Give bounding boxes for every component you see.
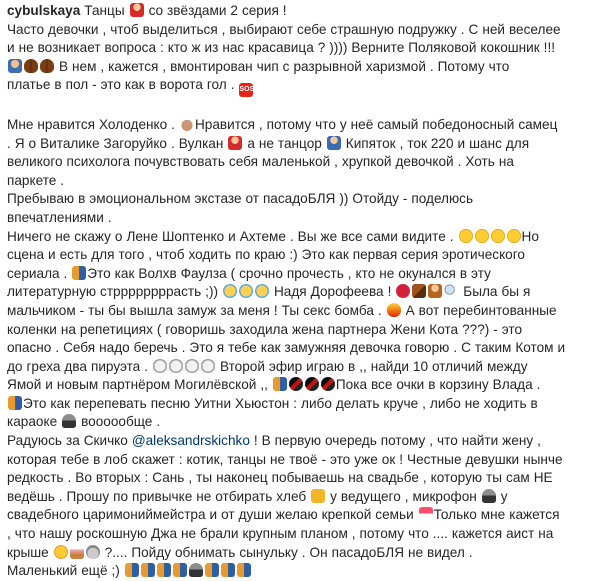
caption-text: ?.... Пойду обнимать сынульку . Он пасадоБЛЯ не видел .	[100, 544, 473, 560]
laughing-face-icon	[507, 229, 521, 243]
caption-line	[7, 358, 590, 377]
caption-text: а не танцор	[243, 135, 326, 151]
caption-line: паркете .	[7, 172, 65, 188]
crying-laughing-icon	[239, 284, 253, 298]
dancer-icon	[428, 284, 442, 298]
caption-line	[7, 488, 590, 507]
caption-text: Это как Волхв Фаулза ( срочно прочесть , кто не окунался в эту	[87, 265, 491, 281]
couple-icon	[205, 563, 219, 577]
pepper-icon	[289, 377, 303, 391]
crying-laughing-icon	[255, 284, 269, 298]
girl-icon	[8, 59, 22, 73]
guitar-icon	[412, 284, 426, 298]
caption-line	[7, 135, 590, 154]
caption-text: Была бы я	[459, 284, 531, 300]
caption-line	[7, 544, 590, 563]
caption-text: Маленький ещё ;)	[7, 563, 124, 579]
caption-text: Мне нравится Холоденко .	[7, 116, 179, 132]
caption-text: Танцы	[80, 3, 129, 18]
thumbs-up-icon	[180, 117, 194, 131]
laughing-face-icon	[459, 229, 473, 243]
laughing-face-icon	[491, 229, 505, 243]
caption-line: которая тебе в лоб скажет : котик, танцы не твоё - это уже ок ! Честные девушки нынче	[7, 451, 563, 467]
caption-line	[7, 2, 590, 21]
lips-icon	[396, 284, 410, 298]
fire-icon	[387, 303, 401, 317]
mention-link[interactable]: @aleksandrskichko	[131, 433, 250, 449]
caption-line	[7, 376, 590, 395]
caption-text: воооообще .	[77, 414, 161, 430]
caption-text: Надя Дорофеева !	[270, 284, 396, 300]
caption-line: сцена и есть для того , чтоб ходить по краю :) Это как первая серия эротического	[7, 247, 525, 263]
caption-line	[7, 302, 590, 321]
pepper-icon	[305, 377, 319, 391]
caption-line: , что нашу роскошную Джа не брали крупным планом , потому что .... кажется аист на	[7, 526, 554, 542]
caption-text: В нем , кажется , вмонтирован чип с разрывной харизмой . Потому что	[55, 58, 510, 74]
caption-text: Только мне кажется	[433, 507, 560, 523]
caption-text: ведёшь . Прошу по привычке не отбирать хлеб	[7, 488, 311, 504]
caption-text: Нравится , потому что у неё самый победоносный самец	[194, 116, 558, 132]
sheep-icon	[201, 359, 215, 373]
caption-text: Радуюсь за Скичко	[7, 433, 132, 449]
caption-line	[7, 58, 590, 77]
caption-text: литературную стррррррррасть ;))	[7, 284, 222, 300]
paragraph-gap	[7, 97, 590, 116]
caption-text: платье в пол - это как в ворота гол .	[7, 77, 239, 93]
couple-icon	[237, 563, 251, 577]
love-letter-icon	[419, 507, 433, 521]
caption-line: и не возникает вопроса : кто ж из нас красавица ? )))) Верните Поляковой кокошник !!!	[7, 40, 556, 56]
caption-line: опасно . Себя надо беречь . Это я тебе как замужняя девочка говорю . С таким Котом и	[7, 340, 566, 356]
woman-dancing-icon	[228, 136, 242, 150]
caption-text: Но	[521, 228, 539, 244]
caption-text: Это как перепевать песню Уитни Хьюстон : либо делать круче , либо не ходить в	[23, 395, 538, 411]
caption-line: коленки на репетициях ( говоришь заходила жена партнера Жени Кота ???) - это	[7, 321, 523, 337]
sheep-icon	[185, 359, 199, 373]
woman-dancing-icon	[130, 3, 144, 17]
caption-line: великого психолога почувствовать себя маленькой , хрупкой девочкой . Хоть на	[7, 154, 514, 170]
heart-hands-icon	[54, 545, 68, 559]
pepper-icon	[321, 377, 335, 391]
caption-text: Пока все очки в корзину Влада .	[335, 377, 541, 393]
sos-icon: SOS	[239, 83, 253, 97]
mouse-icon	[86, 545, 100, 559]
caption-text: . Я о Виталике Загоруйко . Вулкан	[7, 135, 228, 151]
caption-text: ! В первую очередь потому , что найти жену ,	[249, 433, 541, 449]
couple-icon	[173, 563, 187, 577]
butterfly-icon	[40, 59, 54, 73]
caption-line: Часто девочки , чтоб выделиться , выбирают себе страшную подружку . С ней веселее	[7, 21, 561, 37]
caption-text: мальчиком - ты бы вышла замуж за меня ! Ты секс бомба .	[7, 302, 386, 318]
caption-text: Ничего не скажу о Лене Шоптенко и Ахтеме . Вы же все сами видите .	[7, 228, 458, 244]
laughing-face-icon	[475, 229, 489, 243]
caption-text: караоке	[7, 414, 62, 430]
username-link[interactable]: cybulskaya	[7, 3, 81, 18]
caption-line	[7, 116, 590, 135]
caption-text: А вот перебинтованные	[401, 302, 557, 318]
caption-line	[7, 395, 590, 414]
caption-line	[7, 562, 590, 581]
microphone-icon	[62, 414, 76, 428]
caption-line	[7, 413, 590, 432]
microphone-icon	[189, 563, 203, 577]
caption-line: Пребываю в эмоциональном экстазе от пасадоБЛЯ )) Отойду - поделюсь	[7, 191, 474, 207]
caption-line	[7, 228, 590, 247]
bread-icon	[311, 489, 325, 503]
caption-text: крыше	[7, 544, 53, 560]
caption-line	[7, 76, 590, 97]
sheep-icon	[169, 359, 183, 373]
caption-line	[7, 506, 590, 525]
caption-line: впечатлениями .	[7, 209, 112, 225]
caption-text: сериала .	[7, 265, 72, 281]
caption-line	[7, 432, 590, 451]
magnifier-icon	[444, 284, 458, 298]
caption-text: свадебного царимониймейстра и от души желаю крепкой семьи	[7, 507, 418, 523]
couple-icon	[141, 563, 155, 577]
caption-text: Второй эфир играю в ,, найди 10 отличий между	[215, 358, 528, 374]
caption-text: Ямой и новым партнёром Могилёвской ,,	[7, 377, 272, 393]
man-icon	[327, 136, 341, 150]
caption-text: до греха два пируэта .	[7, 358, 152, 374]
couple-icon	[8, 396, 22, 410]
caption-line	[7, 283, 590, 302]
butterfly-icon	[24, 59, 38, 73]
couple-icon	[157, 563, 171, 577]
caption-text: со звёздами 2 серия !	[144, 3, 287, 18]
couple-icon	[221, 563, 235, 577]
sheep-icon	[153, 359, 167, 373]
caption-text: Кипяток , ток 220 и шанс для	[341, 135, 530, 151]
caption-text: у	[496, 488, 508, 504]
crying-laughing-icon	[223, 284, 237, 298]
baby-icon	[70, 545, 84, 559]
caption-line: редкость . Во вторых : Сань , ты наконец побываешь на свадьбе , которую ты сам НЕ	[7, 470, 553, 486]
caption-line	[7, 265, 590, 284]
microphone-icon	[482, 489, 496, 503]
couple-icon	[125, 563, 139, 577]
caption-text: у ведущего , микрофон	[326, 488, 481, 504]
couple-icon	[273, 377, 287, 391]
couple-icon	[72, 266, 86, 280]
